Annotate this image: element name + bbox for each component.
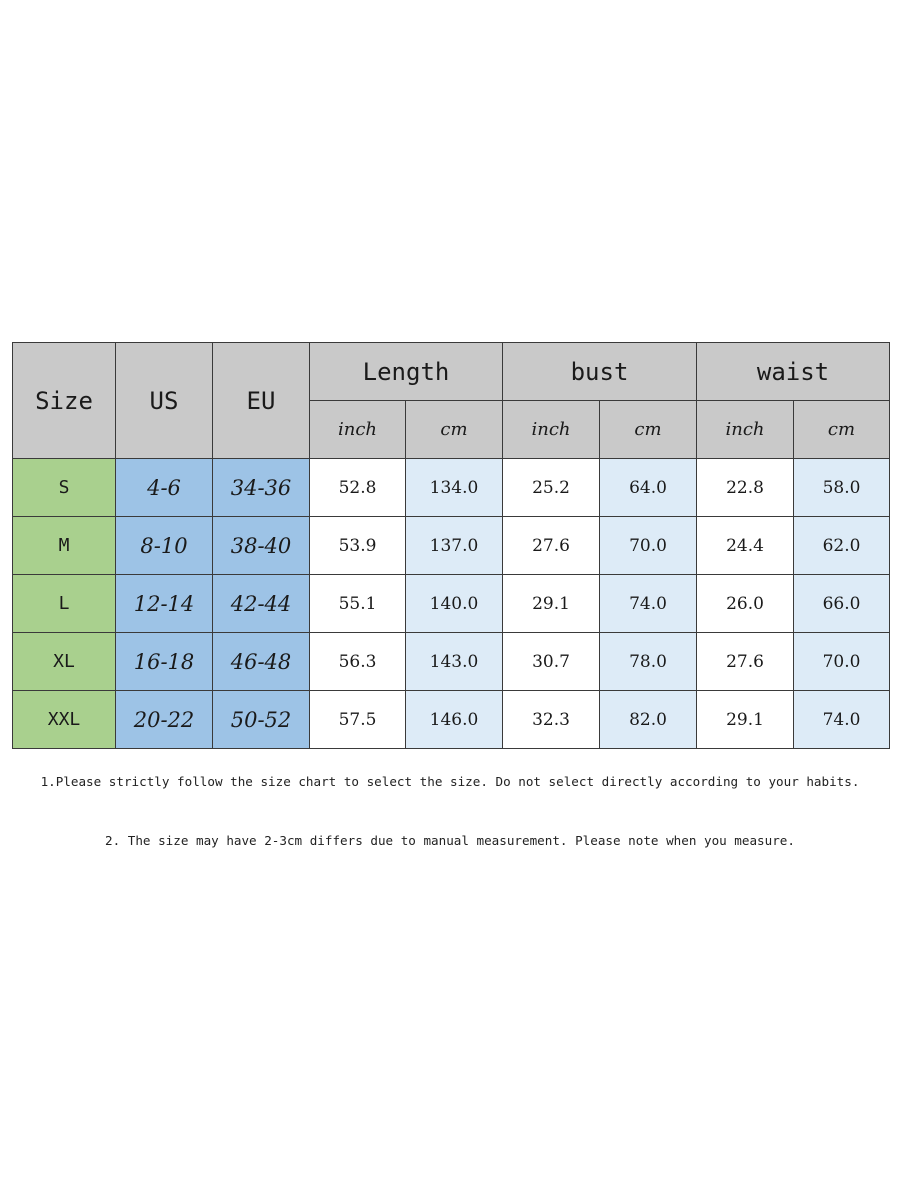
size-chart-table [12, 342, 890, 749]
us-size-cell: 4-6 [116, 459, 213, 517]
us-size-cell: 16-18 [116, 633, 213, 691]
waist-cm-cell: 70.0 [794, 633, 890, 691]
waist-cm-cell: 74.0 [794, 691, 890, 749]
bust-inch-cell: 29.1 [503, 575, 600, 633]
bust-cm-cell: 82.0 [600, 691, 697, 749]
bust-cm-cell: 64.0 [600, 459, 697, 517]
length-inch-cell: 57.5 [310, 691, 406, 749]
bust-cm-cell: 70.0 [600, 517, 697, 575]
table-row [13, 517, 890, 575]
eu-size-cell: 34-36 [213, 459, 310, 517]
size-cell: XXL [13, 691, 116, 749]
size-note-2: 2. The size may have 2-3cm differs due to manual measurement. Please note when you measure. [105, 833, 795, 848]
us-size-cell: 20-22 [116, 691, 213, 749]
header-length: Length [310, 343, 503, 401]
eu-size-cell: 42-44 [213, 575, 310, 633]
bust-inch-cell: 32.3 [503, 691, 600, 749]
waist-inch-cell: 29.1 [697, 691, 794, 749]
bust-inch-cell: 25.2 [503, 459, 600, 517]
length-cm-cell: 146.0 [406, 691, 503, 749]
unit-length-inch: inch [310, 401, 406, 459]
table-header [13, 343, 890, 459]
header-bust: bust [503, 343, 697, 401]
waist-cm-cell: 66.0 [794, 575, 890, 633]
waist-inch-cell: 26.0 [697, 575, 794, 633]
unit-waist-cm: cm [794, 401, 890, 459]
waist-inch-cell: 22.8 [697, 459, 794, 517]
waist-cm-cell: 58.0 [794, 459, 890, 517]
header-eu: EU [213, 343, 310, 459]
eu-size-cell: 50-52 [213, 691, 310, 749]
waist-inch-cell: 24.4 [697, 517, 794, 575]
table-row [13, 691, 890, 749]
length-cm-cell: 143.0 [406, 633, 503, 691]
unit-length-cm: cm [406, 401, 503, 459]
table-row [13, 459, 890, 517]
length-cm-cell: 140.0 [406, 575, 503, 633]
waist-cm-cell: 62.0 [794, 517, 890, 575]
size-cell: XL [13, 633, 116, 691]
size-cell: L [13, 575, 116, 633]
table-body [13, 459, 890, 749]
eu-size-cell: 46-48 [213, 633, 310, 691]
length-cm-cell: 134.0 [406, 459, 503, 517]
us-size-cell: 12-14 [116, 575, 213, 633]
length-inch-cell: 55.1 [310, 575, 406, 633]
bust-inch-cell: 27.6 [503, 517, 600, 575]
size-cell: M [13, 517, 116, 575]
bust-cm-cell: 74.0 [600, 575, 697, 633]
table-row [13, 633, 890, 691]
bust-cm-cell: 78.0 [600, 633, 697, 691]
bust-inch-cell: 30.7 [503, 633, 600, 691]
eu-size-cell: 38-40 [213, 517, 310, 575]
size-note-1: 1.Please strictly follow the size chart to select the size. Do not select directly according to your habits. [40, 774, 860, 789]
table-row [13, 575, 890, 633]
length-inch-cell: 52.8 [310, 459, 406, 517]
unit-bust-cm: cm [600, 401, 697, 459]
length-cm-cell: 137.0 [406, 517, 503, 575]
size-cell: S [13, 459, 116, 517]
us-size-cell: 8-10 [116, 517, 213, 575]
header-size: Size [13, 343, 116, 459]
length-inch-cell: 56.3 [310, 633, 406, 691]
header-waist: waist [697, 343, 890, 401]
waist-inch-cell: 27.6 [697, 633, 794, 691]
header-us: US [116, 343, 213, 459]
length-inch-cell: 53.9 [310, 517, 406, 575]
unit-bust-inch: inch [503, 401, 600, 459]
unit-waist-inch: inch [697, 401, 794, 459]
